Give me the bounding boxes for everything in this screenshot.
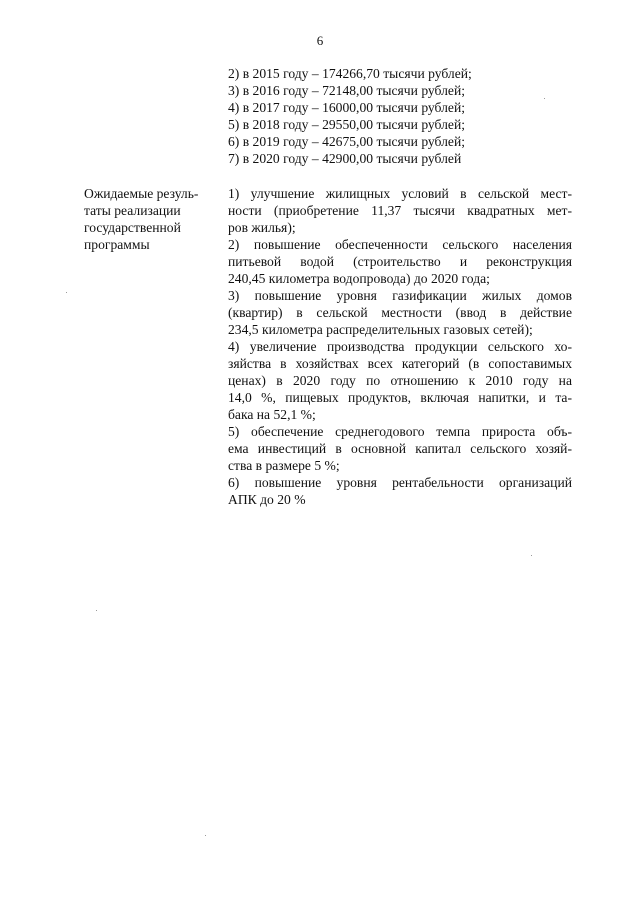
- result-line-text: 5) обеспечение среднегодового темпа прироста объ-: [228, 424, 572, 439]
- result-line: [228, 406, 572, 423]
- result-line-text: ема инвестиций в основной капитал сельского хозяй-: [228, 441, 572, 456]
- result-line-text: 234,5 километра распределительных газовых сетей);: [228, 322, 533, 337]
- financing-line-2020: 7) в 2020 году – 42900,00 тысячи рублей: [228, 151, 462, 166]
- expected-results-label: [84, 185, 214, 253]
- financing-line-2019: 6) в 2019 году – 42675,00 тысячи рублей;: [228, 134, 466, 149]
- result-line: [228, 287, 572, 304]
- result-line-text: 6) повышение уровня рентабельности организаций: [228, 475, 572, 490]
- result-line: [228, 389, 572, 406]
- result-line: [228, 202, 572, 219]
- result-line: [228, 474, 572, 491]
- scan-speck: [205, 835, 206, 836]
- result-line-text: ров жилья);: [228, 220, 296, 235]
- financing-by-year-list: [228, 65, 573, 167]
- scan-speck: [544, 98, 545, 99]
- result-line-text: 1) улучшение жилищных условий в сельской мест-: [228, 186, 572, 201]
- financing-line-2018: 5) в 2018 году – 29550,00 тысячи рублей;: [228, 117, 466, 132]
- label-line: государственной: [84, 220, 181, 235]
- label-line: таты реализации: [84, 203, 181, 218]
- result-line-text: 240,45 километра водопровода) до 2020 года;: [228, 271, 490, 286]
- result-line: [228, 304, 572, 321]
- page-number: 6: [316, 33, 324, 48]
- result-line-text: ства в размере 5 %;: [228, 458, 340, 473]
- result-line-text: (квартир) в сельской местности (ввод в действие: [228, 305, 572, 320]
- result-line: [228, 372, 572, 389]
- result-line-text: питьевой водой (строительство и реконструкция: [228, 254, 572, 269]
- label-line: Ожидаемые резуль-: [84, 186, 199, 201]
- result-line: [228, 491, 572, 508]
- result-line-text: зяйства в хозяйствах всех категорий (в сопоставимых: [228, 356, 572, 371]
- result-line: [228, 423, 572, 440]
- result-line: [228, 338, 572, 355]
- result-line-text: ности (приобретение 11,37 тысячи квадратных мет-: [228, 203, 572, 218]
- result-line: [228, 253, 572, 270]
- scan-speck: [531, 555, 532, 556]
- financing-line-2015: 2) в 2015 году – 174266,70 тысячи рублей;: [228, 66, 472, 81]
- scan-speck: [96, 610, 97, 611]
- result-line: [228, 355, 572, 372]
- result-line: [228, 185, 572, 202]
- result-line: [228, 219, 572, 236]
- result-line-text: бака на 52,1 %;: [228, 407, 316, 422]
- result-line-text: АПК до 20 %: [228, 492, 306, 507]
- result-line-text: 4) увеличение производства продукции сельского хо-: [228, 339, 572, 354]
- result-line-text: 14,0 %, пищевых продуктов, включая напитки, и та-: [228, 390, 572, 405]
- result-line-text: 2) повышение обеспеченности сельского населения: [228, 237, 572, 252]
- result-line: [228, 440, 572, 457]
- expected-results-text: [228, 185, 572, 508]
- financing-line-2017: 4) в 2017 году – 16000,00 тысячи рублей;: [228, 100, 466, 115]
- result-line-text: 3) повышение уровня газификации жилых домов: [228, 288, 572, 303]
- label-line: программы: [84, 237, 150, 252]
- financing-line-2016: 3) в 2016 году – 72148,00 тысячи рублей;: [228, 83, 466, 98]
- result-line: [228, 236, 572, 253]
- result-line-text: ценах) в 2020 году по отношению к 2010 году на: [228, 373, 572, 388]
- result-line: [228, 270, 572, 287]
- result-line: [228, 457, 572, 474]
- scan-speck: [66, 292, 67, 293]
- result-line: [228, 321, 572, 338]
